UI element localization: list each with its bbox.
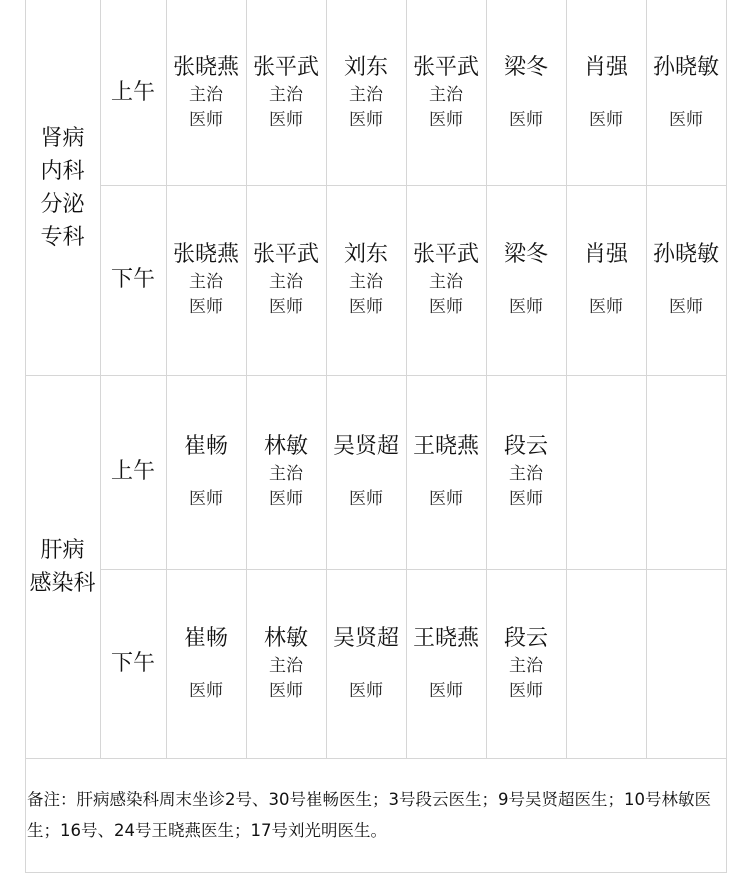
doctor-name: 张平武 bbox=[412, 242, 479, 267]
doctor-cell bbox=[406, 185, 486, 375]
doctor-title-line: 医师 bbox=[349, 489, 383, 509]
doctor-name: 段云 bbox=[503, 625, 548, 651]
session-period bbox=[100, 375, 166, 569]
department-name bbox=[25, 375, 100, 758]
doctor-title-line: 主治 bbox=[269, 272, 303, 292]
doctor-name: 孙晓敏 bbox=[652, 242, 719, 267]
doctor-name: 林敏 bbox=[263, 625, 308, 651]
doctor-title-line: 医师 bbox=[429, 297, 463, 317]
doctor-title-line: 医师 bbox=[189, 489, 223, 509]
department-name-line: 内科 bbox=[40, 158, 85, 184]
doctor-name: 林敏 bbox=[263, 434, 308, 459]
doctor-name: 孙晓敏 bbox=[652, 54, 719, 80]
doctor-title-line: 主治 bbox=[189, 272, 223, 292]
doctor-cell bbox=[646, 185, 726, 375]
doctor-title-line: 主治 bbox=[429, 84, 463, 105]
department-name-line: 专科 bbox=[40, 224, 85, 250]
note-row-divider bbox=[25, 758, 727, 759]
doctor-cell bbox=[406, 375, 486, 569]
doctor-name: 刘东 bbox=[343, 54, 388, 80]
doctor-cell bbox=[326, 185, 406, 375]
doctor-name: 肖强 bbox=[583, 242, 628, 267]
doctor-title-line: 主治 bbox=[269, 655, 303, 676]
doctor-title-line: 医师 bbox=[269, 297, 303, 317]
doctor-title-line: 主治 bbox=[429, 272, 463, 292]
doctor-title-line: 医师 bbox=[349, 109, 383, 130]
session-period bbox=[100, 185, 166, 375]
doctor-name: 肖强 bbox=[583, 54, 628, 80]
doctor-title-line: 医师 bbox=[269, 680, 303, 701]
doctor-cell bbox=[246, 0, 326, 185]
doctor-title-line: 医师 bbox=[669, 297, 703, 317]
doctor-title-line: 主治 bbox=[349, 272, 383, 292]
session-period-label: 下午 bbox=[110, 267, 155, 292]
doctor-cell bbox=[646, 0, 726, 185]
session-period bbox=[100, 0, 166, 185]
doctor-title-line: 医师 bbox=[429, 489, 463, 509]
department-name-line: 感染科 bbox=[29, 570, 96, 596]
doctor-title-line: 医师 bbox=[269, 109, 303, 130]
session-period bbox=[100, 569, 166, 758]
doctor-cell bbox=[166, 185, 246, 375]
doctor-title-line: 医师 bbox=[669, 109, 703, 130]
doctor-name: 张平武 bbox=[252, 242, 319, 267]
department-name-line: 肝病 bbox=[40, 537, 85, 563]
doctor-cell bbox=[486, 375, 566, 569]
doctor-name: 王晓燕 bbox=[412, 434, 479, 459]
doctor-title-line: 医师 bbox=[509, 109, 543, 130]
doctor-title-line: 医师 bbox=[509, 489, 543, 509]
doctor-cell bbox=[166, 0, 246, 185]
doctor-title-line: 主治 bbox=[269, 84, 303, 105]
doctor-title-line: 医师 bbox=[269, 489, 303, 509]
doctor-name: 崔畅 bbox=[183, 434, 228, 459]
doctor-name: 吴贤超 bbox=[332, 434, 399, 459]
doctor-title-line: 医师 bbox=[349, 297, 383, 317]
doctor-cell bbox=[326, 375, 406, 569]
doctor-name: 梁冬 bbox=[503, 242, 548, 267]
doctor-cell bbox=[406, 0, 486, 185]
doctor-title-line: 医师 bbox=[509, 297, 543, 317]
doctor-title-line: 医师 bbox=[189, 680, 223, 701]
doctor-title-line: 医师 bbox=[189, 109, 223, 130]
doctor-title-line: 主治 bbox=[509, 464, 543, 484]
doctor-cell bbox=[246, 375, 326, 569]
session-period-label: 下午 bbox=[110, 650, 155, 676]
doctor-name: 张平武 bbox=[412, 54, 479, 80]
doctor-title-line: 医师 bbox=[589, 109, 623, 130]
doctor-name: 梁冬 bbox=[503, 54, 548, 80]
doctor-title-line: 主治 bbox=[189, 84, 223, 105]
schedule-note: 备注：肝病感染科周末坐诊2号、30号崔畅医生；3号段云医生；9号吴贤超医生；10号林敏医生；16号、24号王晓燕医生；17号刘光明医生。 bbox=[27, 790, 711, 840]
doctor-cell bbox=[166, 375, 246, 569]
doctor-cell bbox=[566, 185, 646, 375]
doctor-name: 张晓燕 bbox=[172, 54, 239, 80]
doctor-title-line: 主治 bbox=[509, 655, 543, 676]
session-period-label: 上午 bbox=[110, 459, 155, 484]
doctor-cell bbox=[326, 569, 406, 758]
doctor-title-line: 主治 bbox=[269, 464, 303, 484]
doctor-name: 刘东 bbox=[343, 242, 388, 267]
doctor-title-line: 医师 bbox=[589, 297, 623, 317]
session-period-label: 上午 bbox=[110, 79, 155, 105]
doctor-title-line: 医师 bbox=[349, 680, 383, 701]
doctor-cell bbox=[246, 569, 326, 758]
doctor-name: 崔畅 bbox=[183, 625, 228, 651]
doctor-cell bbox=[326, 0, 406, 185]
doctor-name: 吴贤超 bbox=[332, 625, 399, 651]
doctor-name: 段云 bbox=[503, 434, 548, 459]
doctor-title-line: 医师 bbox=[509, 680, 543, 701]
table-border-right bbox=[726, 0, 727, 872]
doctor-name: 张晓燕 bbox=[172, 242, 239, 267]
doctor-name: 王晓燕 bbox=[412, 625, 479, 651]
doctor-cell bbox=[246, 185, 326, 375]
doctor-cell bbox=[486, 569, 566, 758]
doctor-name: 张平武 bbox=[252, 54, 319, 80]
doctor-cell bbox=[166, 569, 246, 758]
doctor-cell bbox=[486, 0, 566, 185]
department-name bbox=[25, 0, 100, 375]
doctor-title-line: 主治 bbox=[349, 84, 383, 105]
department-name-line: 肾病 bbox=[40, 125, 85, 151]
doctor-title-line: 医师 bbox=[429, 680, 463, 701]
doctor-cell bbox=[486, 185, 566, 375]
doctor-cell bbox=[566, 0, 646, 185]
department-name-line: 分泌 bbox=[40, 191, 85, 217]
doctor-cell bbox=[406, 569, 486, 758]
doctor-title-line: 医师 bbox=[189, 297, 223, 317]
doctor-title-line: 医师 bbox=[429, 109, 463, 130]
